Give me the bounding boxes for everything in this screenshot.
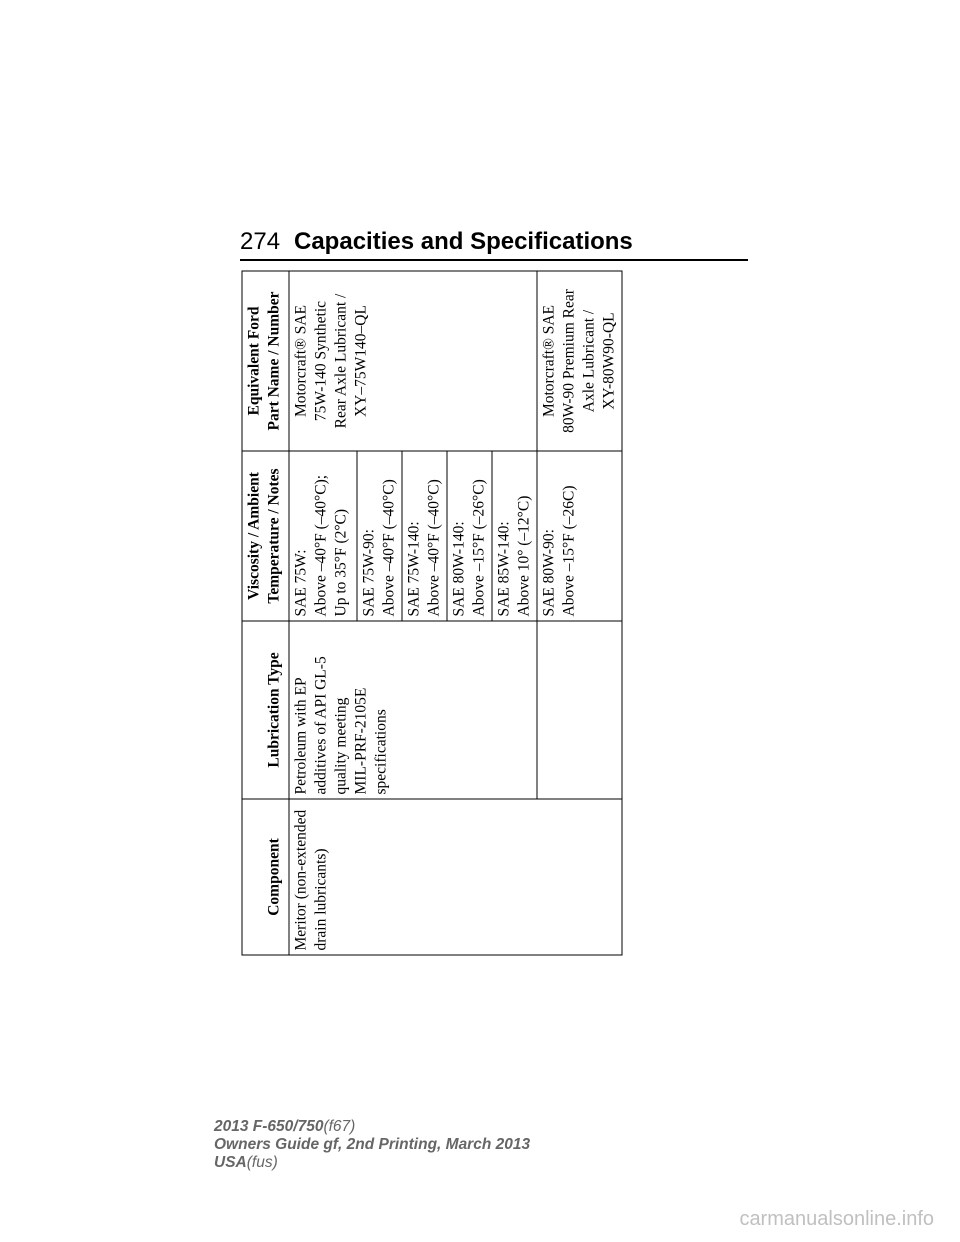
footer-model: 2013 F-650/750 xyxy=(214,1118,324,1135)
table-row xyxy=(289,271,357,955)
component-cell: Meritor (non-extended drain lubricants) xyxy=(289,799,622,955)
footer xyxy=(214,1118,530,1172)
lubrication-type-cell: Petroleum with EP additives of API GL-5 quality meeting MIL-PRF-2105E specifications xyxy=(289,621,537,799)
lubrication-spec-table xyxy=(242,271,623,956)
specifications-table-rotated xyxy=(242,272,618,956)
footer-line-model xyxy=(214,1118,530,1136)
viscosity-cell: SAE 75W: Above –40°F (–40°C); Up to 35°F (2°C) xyxy=(289,451,357,621)
viscosity-cell: SAE 80W-90: Above –15°F (–26C) xyxy=(537,451,622,621)
column-header-part-number: Equivalent Ford Part Name / Number xyxy=(242,271,289,451)
viscosity-cell: SAE 85W-140: Above 10° (–12°C) xyxy=(492,451,537,621)
footer-guide: Owners Guide gf, 2nd Printing, March 2013 xyxy=(214,1136,531,1153)
column-header-component: Component xyxy=(242,799,289,955)
viscosity-cell: SAE 75W-90: Above –40°F (–40°C) xyxy=(357,451,402,621)
page-number: 274 xyxy=(240,228,281,255)
column-header-viscosity: Viscosity / Ambient Temperature / Notes xyxy=(242,451,289,621)
header-rule xyxy=(240,259,748,261)
footer-country: USA xyxy=(214,1154,247,1171)
page-title: Capacities and Specifications xyxy=(294,228,633,255)
footer-model-code: (f67) xyxy=(323,1118,356,1135)
part-number-cell-80w90: Motorcraft® SAE 80W-90 Premium Rear Axle Lubricant / XY-80W90-QL xyxy=(537,271,622,451)
table-header-row xyxy=(242,271,289,955)
watermark: carmanualsonline.info xyxy=(739,1208,934,1230)
footer-country-code: (fus) xyxy=(246,1154,278,1171)
column-header-lubrication-type: Lubrication Type xyxy=(242,621,289,799)
viscosity-cell: SAE 75W-140: Above –40°F (–40°C) xyxy=(402,451,447,621)
lubrication-type-empty-cell xyxy=(537,621,622,799)
viscosity-cell: SAE 80W-140: Above –15°F (–26°C) xyxy=(447,451,492,621)
footer-line-country xyxy=(214,1154,530,1172)
part-number-cell-75w140: Motorcraft® SAE 75W-140 Synthetic Rear Axle Lubricant / XY–75W140–QL xyxy=(289,271,537,451)
